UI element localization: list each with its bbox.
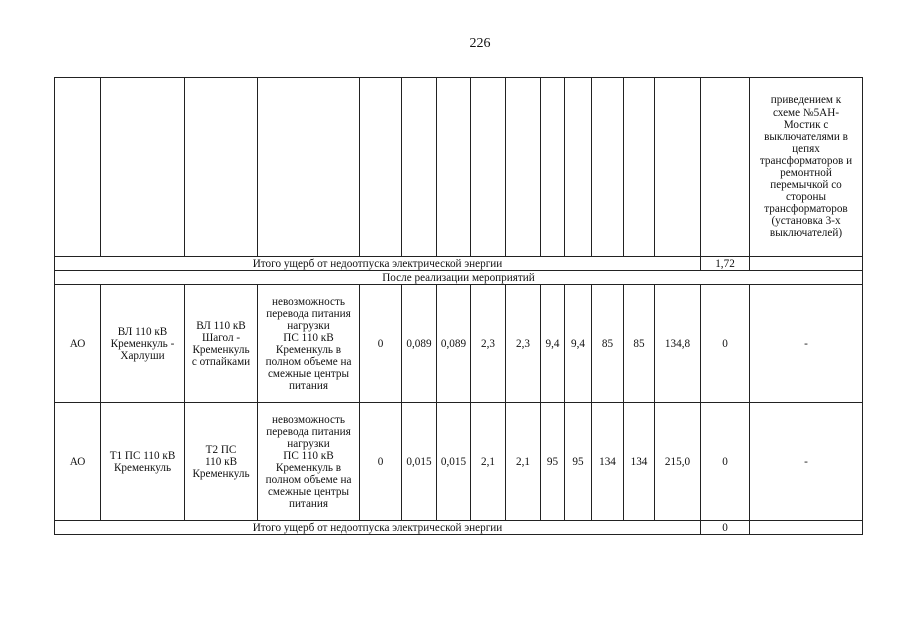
total-value: 1,72 <box>701 257 750 271</box>
cell-value: 134 <box>592 403 624 521</box>
note-line: (установка 3-х <box>771 215 841 228</box>
total-row-after <box>55 521 863 535</box>
cell-value <box>541 78 565 257</box>
cell-reason <box>258 403 360 521</box>
note-line: схеме №5АН- <box>772 106 840 119</box>
cell-value: 2,3 <box>506 285 541 403</box>
cell-value <box>506 78 541 257</box>
cell-value: 0 <box>360 403 402 521</box>
cell-value: 95 <box>541 403 565 521</box>
cell-value <box>471 78 506 257</box>
note-line: выключателей) <box>769 227 843 240</box>
table-row <box>55 285 863 403</box>
cell-related <box>185 403 258 521</box>
cell-value: 9,4 <box>565 285 592 403</box>
cell-value: 0,015 <box>437 403 471 521</box>
cell-value: 2,1 <box>506 403 541 521</box>
cell-measure-note <box>750 78 863 257</box>
note-line: трансформаторов <box>764 203 848 216</box>
cell-value: 134 <box>624 403 655 521</box>
section-row <box>55 271 863 285</box>
cell-value: 9,4 <box>541 285 565 403</box>
related-line: Т2 ПС <box>205 443 237 456</box>
cell-value: 134,8 <box>655 285 701 403</box>
cell-value <box>360 78 402 257</box>
cell-empty <box>750 257 863 271</box>
related-line: 110 кВ <box>204 455 238 468</box>
cell-value <box>624 78 655 257</box>
note-line: выключателями в <box>764 130 848 143</box>
object-line: Кременкуль - <box>110 337 175 350</box>
cell-object <box>101 403 185 521</box>
related-line: с отпайками <box>191 355 251 368</box>
total-label: Итого ущерб от недоотпуска электрической энергии <box>55 521 701 535</box>
related-line: Кременкуль <box>192 343 250 356</box>
cell-related <box>185 285 258 403</box>
cell-value <box>437 78 471 257</box>
cell-value <box>655 78 701 257</box>
note-line: перемычкой со <box>770 179 842 192</box>
section-title: После реализации мероприятий <box>55 271 863 285</box>
cell-damage: 0 <box>701 285 750 403</box>
total-label: Итого ущерб от недоотпуска электрической энергии <box>55 257 701 271</box>
total-value: 0 <box>701 521 750 535</box>
note-line: цепях <box>792 142 820 155</box>
reason-line: ПС 110 кВ <box>283 331 334 344</box>
cell-value: 0 <box>360 285 402 403</box>
reason-line: питания <box>288 379 329 392</box>
cell-value: 0,089 <box>437 285 471 403</box>
cell-measure: - <box>750 403 863 521</box>
table-row <box>55 403 863 521</box>
note-line: Мостик с <box>783 118 829 131</box>
cell-owner <box>55 78 101 257</box>
note-line: трансформаторов и <box>759 154 853 167</box>
page-number: 226 <box>469 36 491 51</box>
note-line: ремонтной <box>780 167 832 179</box>
reason-line: ПС 110 кВ <box>283 449 334 462</box>
cell-value: 2,1 <box>471 403 506 521</box>
reason-line: полном объеме на <box>265 473 352 486</box>
reason-line: перевода питания <box>266 425 351 438</box>
cell-value: 0,015 <box>402 403 437 521</box>
cell-object <box>101 285 185 403</box>
cell-object <box>101 78 185 257</box>
cell-value: 0,089 <box>402 285 437 403</box>
reason-line: питания <box>288 497 329 510</box>
cell-value: 95 <box>565 403 592 521</box>
reason-line: невозможность <box>272 413 345 426</box>
related-line: Шагол - <box>201 331 241 344</box>
cell-reason <box>258 78 360 257</box>
cell-damage <box>701 78 750 257</box>
object-line: Т1 ПС 110 кВ <box>109 449 176 462</box>
reason-line: Кременкуль в <box>275 343 342 356</box>
cell-reason <box>258 285 360 403</box>
cell-owner: АО <box>55 285 101 403</box>
reason-line: нагрузки <box>287 319 330 332</box>
object-line: Кременкуль <box>113 461 172 474</box>
reason-line: перевода питания <box>266 307 351 320</box>
cell-value: 2,3 <box>471 285 506 403</box>
reason-line: Кременкуль в <box>275 461 342 474</box>
object-line: ВЛ 110 кВ <box>117 325 168 338</box>
cell-value: 85 <box>624 285 655 403</box>
reason-line: смежные центры <box>267 485 350 498</box>
cell-value <box>402 78 437 257</box>
reason-line: нагрузки <box>287 437 330 450</box>
cell-value: 85 <box>592 285 624 403</box>
continuation-row <box>55 78 863 257</box>
cell-related <box>185 78 258 257</box>
cell-owner: АО <box>55 403 101 521</box>
total-row-before <box>55 257 863 271</box>
cell-measure: - <box>750 285 863 403</box>
reason-line: полном объеме на <box>265 355 352 368</box>
related-line: Кременкуль <box>192 467 250 480</box>
object-line: Харлуши <box>120 349 165 362</box>
note-line: стороны <box>786 191 826 204</box>
damage-table <box>54 77 863 535</box>
related-line: ВЛ 110 кВ <box>196 319 246 332</box>
reason-line: смежные центры <box>267 367 350 380</box>
cell-value <box>592 78 624 257</box>
cell-value <box>565 78 592 257</box>
note-line: приведением к <box>770 94 842 107</box>
cell-value: 215,0 <box>655 403 701 521</box>
cell-empty <box>750 521 863 535</box>
cell-damage: 0 <box>701 403 750 521</box>
reason-line: невозможность <box>272 295 345 308</box>
